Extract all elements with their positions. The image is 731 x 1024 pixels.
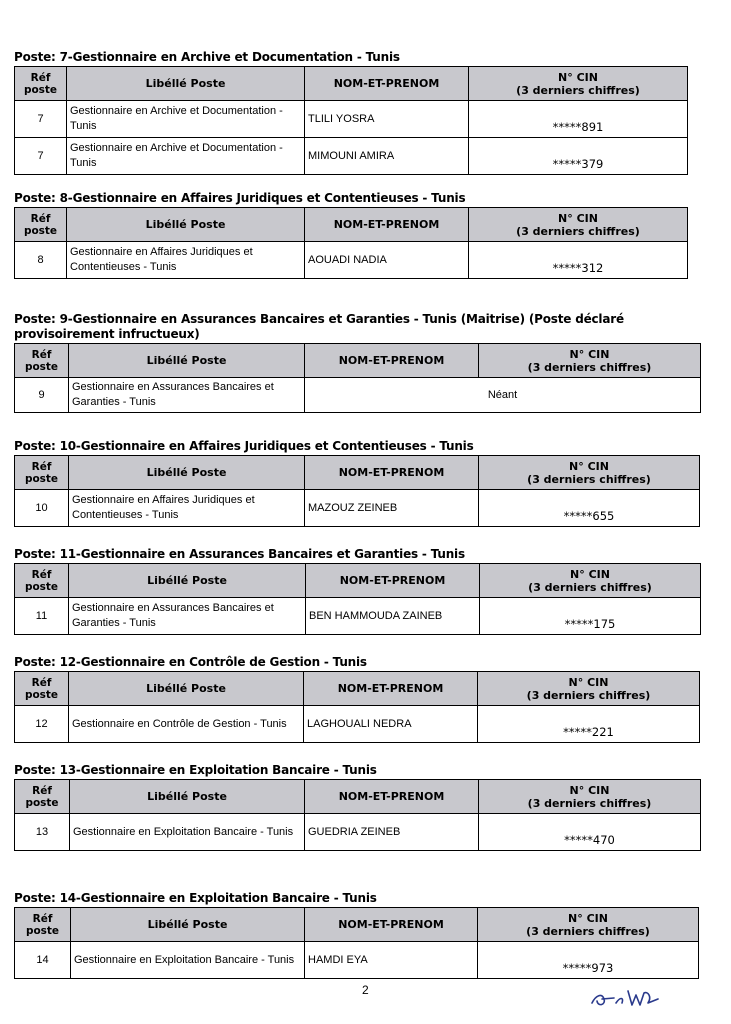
poste-title: Poste: 11-Gestionnaire en Assurances Bancaires et Garanties - Tunis — [14, 547, 465, 561]
nom-cell: AOUADI NADIA — [305, 242, 469, 279]
cin-cell: *****379 — [469, 138, 688, 175]
poste-title: Poste: 7-Gestionnaire en Archive et Documentation - Tunis — [14, 50, 400, 64]
cin-header — [469, 67, 688, 101]
poste-table — [14, 455, 700, 527]
table-row — [15, 942, 699, 979]
libelle-header: Libéllé Poste — [71, 908, 305, 942]
poste-table — [14, 907, 699, 979]
libelle-cell: Gestionnaire en Affaires Juridiques et Contentieuses - Tunis — [69, 490, 305, 527]
cin-header — [479, 780, 701, 814]
poste-section — [14, 50, 704, 175]
poste-title: Poste: 8-Gestionnaire en Affaires Juridiques et Contentieuses - Tunis — [14, 191, 466, 205]
handwritten-signature — [588, 985, 668, 1011]
poste-section — [14, 439, 704, 527]
libelle-header: Libéllé Poste — [67, 67, 305, 101]
poste-title: Poste: 10-Gestionnaire en Affaires Juridiques et Contentieuses - Tunis — [14, 439, 474, 453]
cin-header-line2: (3 derniers chiffres) — [528, 580, 652, 594]
ref-header: Réf poste — [15, 908, 71, 942]
nom-header: NOM-ET-PRENOM — [306, 564, 480, 598]
poste-section — [14, 763, 704, 851]
libelle-cell: Gestionnaire en Affaires Juridiques et Contentieuses - Tunis — [67, 242, 305, 279]
poste-table — [14, 671, 700, 743]
cin-header-line2: (3 derniers chiffres) — [516, 83, 640, 97]
libelle-cell: Gestionnaire en Assurances Bancaires et Garanties - Tunis — [69, 378, 305, 413]
poste-section — [14, 547, 704, 635]
cin-cell: *****973 — [478, 942, 699, 979]
table-row — [15, 101, 688, 138]
cin-header-line1: N° CIN — [570, 567, 610, 581]
cin-header-line2: (3 derniers chiffres) — [527, 360, 652, 374]
poste-section — [14, 312, 704, 413]
neant-cell: Néant — [305, 378, 701, 413]
cin-header-line2: (3 derniers chiffres) — [527, 472, 651, 486]
ref-header: Réf poste — [15, 564, 69, 598]
ref-cell: 12 — [15, 706, 69, 743]
header-row — [15, 672, 700, 706]
ref-header: Réf poste — [15, 780, 70, 814]
ref-cell: 8 — [15, 242, 67, 279]
cin-header-line2: (3 derniers chiffres) — [516, 224, 640, 238]
header-row — [15, 344, 701, 378]
libelle-header: Libéllé Poste — [69, 456, 305, 490]
nom-header: NOM-ET-PRENOM — [305, 344, 479, 378]
poste-section — [14, 891, 704, 979]
ref-cell: 13 — [15, 814, 70, 851]
nom-header: NOM-ET-PRENOM — [305, 67, 469, 101]
libelle-cell: Gestionnaire en Assurances Bancaires et Garanties - Tunis — [69, 598, 306, 635]
cin-header — [478, 908, 699, 942]
cin-cell: *****891 — [469, 101, 688, 138]
libelle-cell: Gestionnaire en Exploitation Bancaire - Tunis — [70, 814, 305, 851]
nom-cell: TLILI YOSRA — [305, 101, 469, 138]
cin-header — [479, 456, 700, 490]
libelle-header: Libéllé Poste — [70, 780, 305, 814]
cin-header-line1: N° CIN — [568, 911, 608, 925]
libelle-header: Libéllé Poste — [67, 208, 305, 242]
libelle-cell: Gestionnaire en Contrôle de Gestion - Tunis — [69, 706, 304, 743]
cin-header-line1: N° CIN — [558, 211, 598, 225]
cin-header-line1: N° CIN — [569, 783, 610, 797]
cin-cell: *****470 — [479, 814, 701, 851]
page-number: 2 — [362, 983, 369, 997]
cin-header-line2: (3 derniers chiffres) — [526, 924, 650, 938]
ref-header: Réf poste — [15, 456, 69, 490]
poste-title: Poste: 14-Gestionnaire en Exploitation Bancaire - Tunis — [14, 891, 377, 905]
ref-cell: 7 — [15, 138, 67, 175]
libelle-cell: Gestionnaire en Archive et Documentation - Tunis — [67, 138, 305, 175]
poste-title: Poste: 12-Gestionnaire en Contrôle de Gestion - Tunis — [14, 655, 367, 669]
ref-cell: 7 — [15, 101, 67, 138]
poste-title: Poste: 9-Gestionnaire en Assurances Bancaires et Garanties - Tunis (Maitrise) (Poste déclaré provisoirement infructueux) — [14, 312, 624, 341]
table-row — [15, 378, 701, 413]
ref-cell: 10 — [15, 490, 69, 527]
cin-header-line1: N° CIN — [569, 347, 610, 361]
table-row — [15, 598, 701, 635]
cin-cell: *****221 — [478, 706, 700, 743]
nom-header: NOM-ET-PRENOM — [305, 780, 479, 814]
nom-header: NOM-ET-PRENOM — [305, 456, 479, 490]
libelle-cell: Gestionnaire en Exploitation Bancaire - Tunis — [71, 942, 305, 979]
header-row — [15, 456, 700, 490]
cin-cell: *****312 — [469, 242, 688, 279]
header-row — [15, 208, 688, 242]
ref-cell: 11 — [15, 598, 69, 635]
ref-header: Réf poste — [15, 67, 67, 101]
table-row — [15, 490, 700, 527]
nom-header: NOM-ET-PRENOM — [305, 208, 469, 242]
nom-header: NOM-ET-PRENOM — [304, 672, 478, 706]
cin-cell: *****175 — [480, 598, 701, 635]
ref-header: Réf poste — [15, 672, 69, 706]
cin-header-line2: (3 derniers chiffres) — [526, 688, 651, 702]
table-row — [15, 706, 700, 743]
cin-header — [479, 344, 701, 378]
libelle-header: Libéllé Poste — [69, 672, 304, 706]
ref-cell: 14 — [15, 942, 71, 979]
nom-cell: GUEDRIA ZEINEB — [305, 814, 479, 851]
cin-header — [480, 564, 701, 598]
cin-cell: *****655 — [479, 490, 700, 527]
poste-table — [14, 779, 701, 851]
cin-header-line2: (3 derniers chiffres) — [527, 796, 652, 810]
libelle-header: Libéllé Poste — [69, 564, 306, 598]
nom-cell: HAMDI EYA — [305, 942, 478, 979]
header-row — [15, 780, 701, 814]
table-row — [15, 814, 701, 851]
ref-cell: 9 — [15, 378, 69, 413]
poste-section — [14, 191, 704, 279]
poste-table — [14, 66, 688, 175]
table-row — [15, 242, 688, 279]
nom-header: NOM-ET-PRENOM — [305, 908, 478, 942]
cin-header — [469, 208, 688, 242]
table-row — [15, 138, 688, 175]
cin-header-line1: N° CIN — [568, 675, 609, 689]
header-row — [15, 564, 701, 598]
cin-header — [478, 672, 700, 706]
cin-header-line1: N° CIN — [558, 70, 598, 84]
poste-title: Poste: 13-Gestionnaire en Exploitation Bancaire - Tunis — [14, 763, 377, 777]
nom-cell: BEN HAMMOUDA ZAINEB — [306, 598, 480, 635]
nom-cell: MIMOUNI AMIRA — [305, 138, 469, 175]
nom-cell: MAZOUZ ZEINEB — [305, 490, 479, 527]
nom-cell: LAGHOUALI NEDRA — [304, 706, 478, 743]
poste-table — [14, 207, 688, 279]
ref-header: Réf poste — [15, 208, 67, 242]
libelle-cell: Gestionnaire en Archive et Documentation - Tunis — [67, 101, 305, 138]
libelle-header: Libéllé Poste — [69, 344, 305, 378]
poste-section — [14, 655, 704, 743]
cin-header-line1: N° CIN — [569, 459, 609, 473]
ref-header: Réf poste — [15, 344, 69, 378]
header-row — [15, 67, 688, 101]
poste-table — [14, 563, 701, 635]
poste-table — [14, 343, 701, 413]
header-row — [15, 908, 699, 942]
